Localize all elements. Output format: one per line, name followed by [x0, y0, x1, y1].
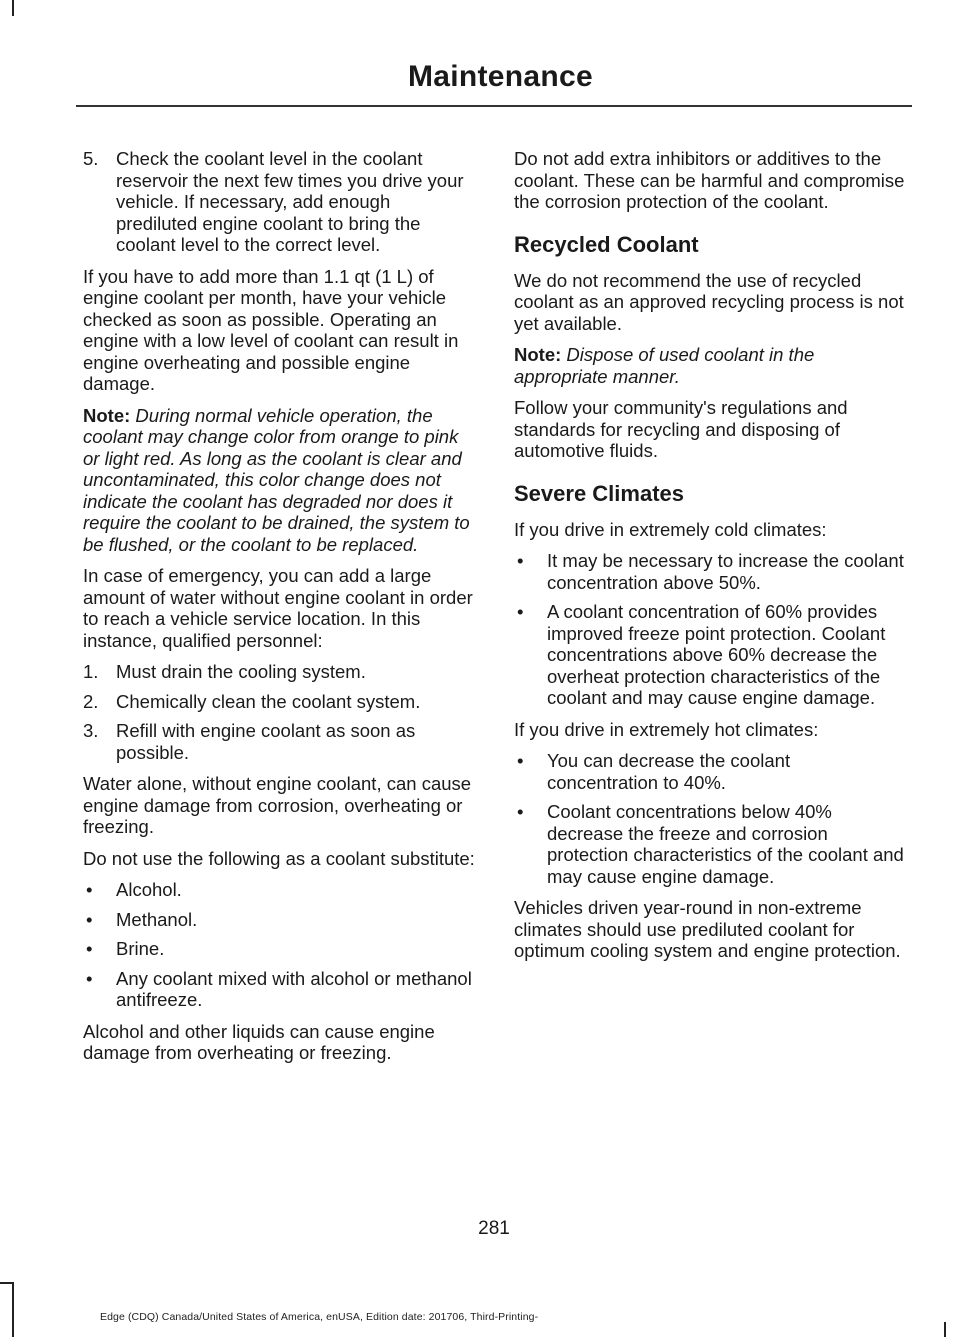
list-item-text: Any coolant mixed with alcohol or methanol antifreeze. — [116, 967, 472, 1010]
substitutes-list — [83, 879, 475, 1011]
paragraph-year-round: Vehicles driven year-round in non-extreme climates should use prediluted coolant for optimum cooling system and engine protection. — [514, 897, 901, 961]
bullet-icon: • — [517, 750, 524, 771]
crop-mark-bottom-right — [944, 1322, 946, 1337]
list-item — [83, 691, 475, 713]
bullet-icon: • — [86, 938, 93, 959]
bullet-icon: • — [517, 601, 524, 622]
step-text: Must drain the cooling system. — [116, 661, 366, 682]
note-text: During normal vehicle operation, the coolant may change color from orange to pink or light red. As long as the coolant is clear and uncontaminated, this color change does not indicate the coolant has degraded nor does it require the coolant to be drained, the system to be flushed, or the coolant to be replaced. — [83, 404, 470, 555]
bullet-icon: • — [86, 908, 93, 930]
cold-climate-list — [514, 550, 906, 709]
list-item — [83, 879, 475, 901]
left-column — [83, 148, 475, 1074]
list-item — [514, 801, 906, 887]
list-item — [83, 661, 475, 683]
step-number: 3. — [83, 720, 99, 741]
bullet-icon: • — [517, 550, 524, 571]
list-item — [514, 550, 906, 593]
paragraph-recycled: We do not recommend the use of recycled coolant as an approved recycling process is not yet available. — [514, 269, 904, 334]
step-list-continued — [83, 148, 475, 256]
note-label: Note: — [514, 344, 562, 365]
list-item-text: Coolant concentrations below 40% decrease the freeze and corrosion protection characteristics of the coolant and may cause engine damage. — [547, 801, 904, 887]
note-color-change — [83, 405, 475, 556]
list-item — [83, 909, 475, 931]
crop-mark-top-left — [12, 0, 14, 16]
list-item-text: Alcohol. — [116, 879, 182, 900]
footer-edition-info: Edge (CDQ) Canada/United States of America, enUSA, Edition date: 201706, Third-Printing- — [100, 1311, 539, 1323]
right-column — [514, 148, 906, 972]
step-text: Chemically clean the coolant system. — [116, 690, 421, 712]
list-item — [83, 938, 475, 960]
list-item — [514, 750, 906, 793]
list-item-text: Methanol. — [116, 908, 198, 930]
header-divider — [76, 105, 912, 107]
note-label: Note: — [83, 404, 131, 426]
paragraph-inhibitors: Do not add extra inhibitors or additives to the coolant. These can be harmful and compromise the corrosion protection of the coolant. — [514, 148, 905, 212]
paragraph-community: Follow your community's regulations and standards for recycling and disposing of automotive fluids. — [514, 397, 848, 461]
step-text: Check the coolant level in the coolant reservoir the next few times you drive your vehicle. If necessary, add enough prediluted engine coolant to bring the coolant level to the correct level. — [116, 148, 464, 255]
page-number: 281 — [478, 1218, 510, 1239]
step-number: 2. — [83, 690, 99, 712]
hot-climate-list — [514, 750, 906, 887]
paragraph-substitute: Do not use the following as a coolant substitute: — [83, 847, 475, 869]
emergency-steps-list — [83, 661, 475, 763]
paragraph-hot: If you drive in extremely hot climates: — [514, 718, 819, 740]
crop-mark-bottom-left — [12, 1282, 14, 1337]
heading-recycled-coolant: Recycled Coolant — [514, 231, 699, 257]
note-text: Dispose of used coolant in the appropriate manner. — [514, 344, 815, 387]
step-number: 1. — [83, 661, 99, 682]
paragraph-cold: If you drive in extremely cold climates: — [514, 518, 827, 540]
bullet-icon: • — [517, 801, 524, 822]
list-item-text: Brine. — [116, 938, 165, 959]
list-item — [514, 601, 906, 709]
heading-severe-climates: Severe Climates — [514, 480, 684, 506]
bullet-icon: • — [86, 967, 93, 989]
paragraph-add-more: If you have to add more than 1.1 qt (1 L) of engine coolant per month, have your vehicle checked as soon as possible. Operating an engine with a low level of coolant can result in engine overheating and possible engine damage. — [83, 265, 459, 394]
paragraph-alcohol: Alcohol and other liquids can cause engine damage from overheating or freezing. — [83, 1020, 435, 1063]
page-title: Maintenance — [407, 60, 593, 93]
paragraph-water-alone: Water alone, without engine coolant, can cause engine damage from corrosion, overheating or freezing. — [83, 773, 472, 837]
list-item-text: You can decrease the coolant concentration to 40%. — [547, 750, 791, 793]
list-item-text: A coolant concentration of 60% provides improved freeze point protection. Coolant concentrations above 60% decrease the overheat protection characteristics of the coolant and may cause engine damage. — [547, 601, 886, 708]
bullet-icon: • — [86, 879, 93, 900]
list-item — [83, 148, 475, 256]
step-text: Refill with engine coolant as soon as possible. — [116, 720, 416, 763]
list-item — [83, 720, 475, 763]
list-item-text: It may be necessary to increase the coolant concentration above 50%. — [547, 550, 904, 593]
list-item — [83, 968, 475, 1011]
note-dispose — [514, 344, 906, 387]
paragraph-emergency: In case of emergency, you can add a large amount of water without engine coolant in order to reach a vehicle service location. In this instance, qualified personnel: — [83, 565, 473, 651]
step-number: 5. — [83, 148, 99, 169]
crop-mark-bottom-left-h — [0, 1282, 14, 1284]
